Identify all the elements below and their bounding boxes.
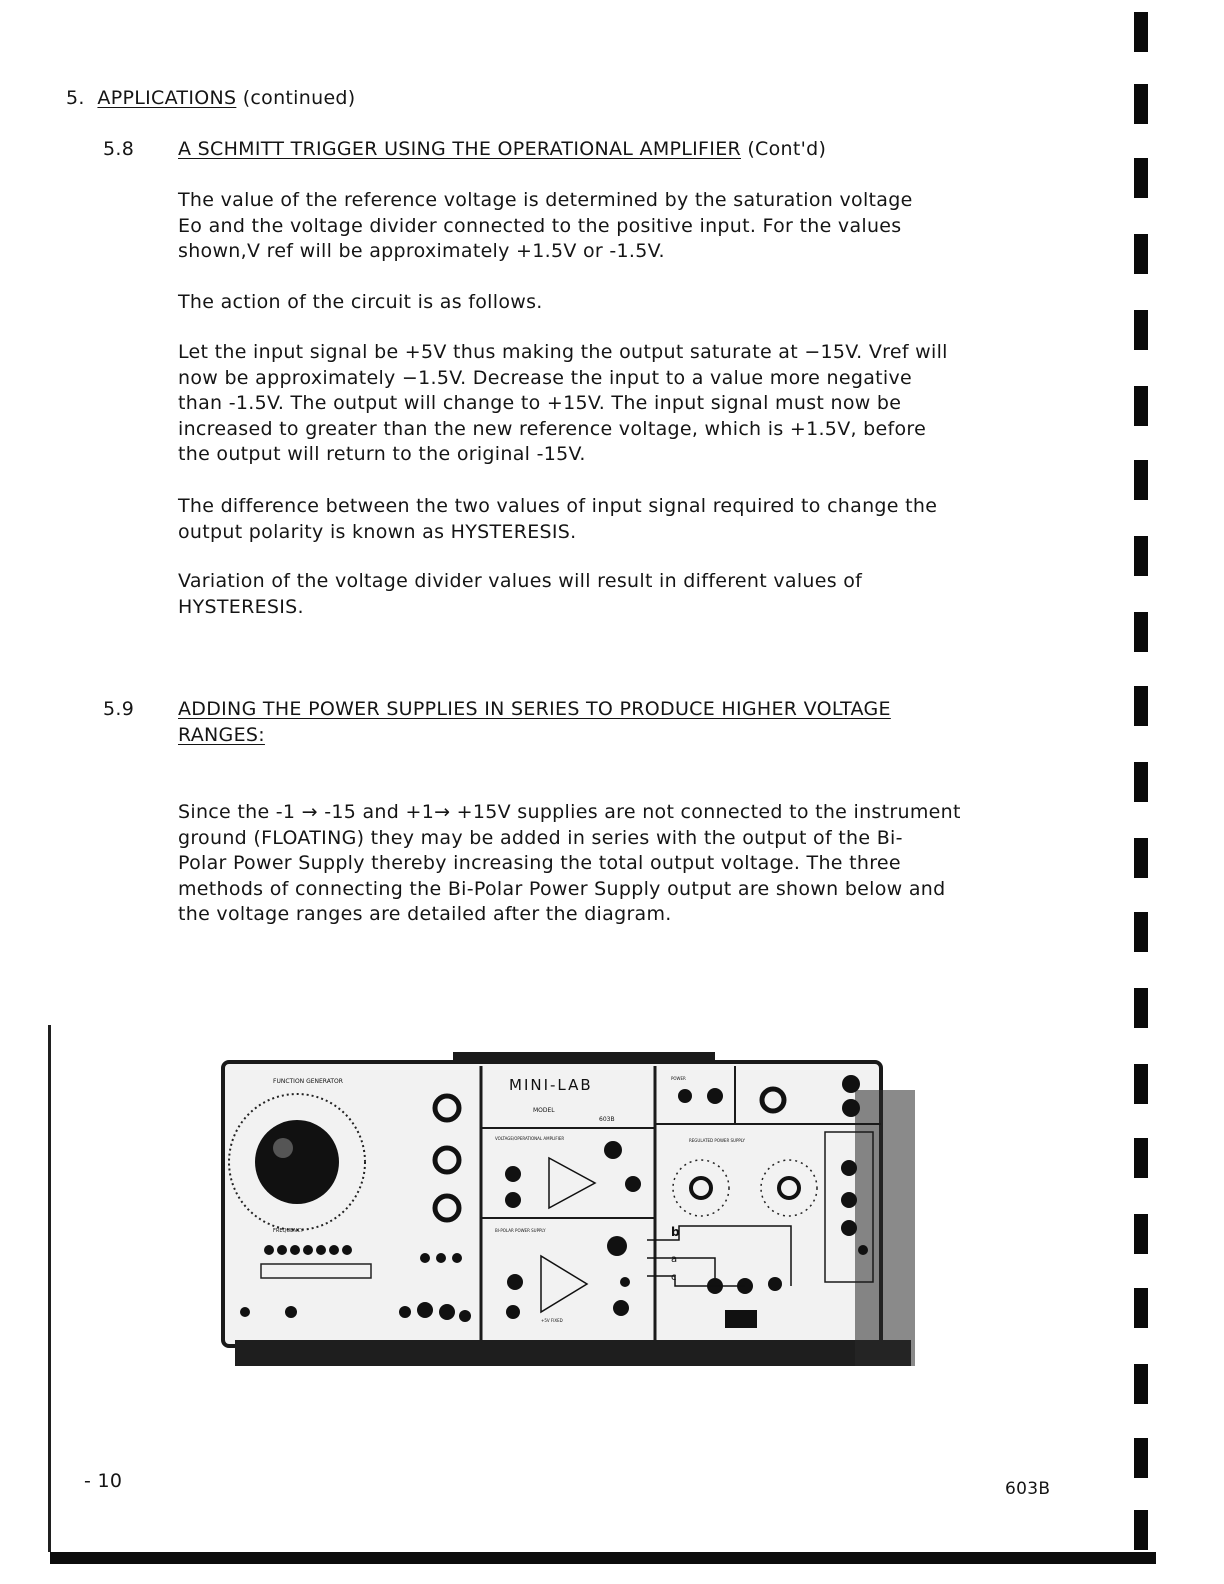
binding-mark <box>1134 838 1148 878</box>
section-header <box>66 86 356 112</box>
binding-mark <box>1134 912 1148 952</box>
text-line: Polar Power Supply thereby increasing the total output voltage. The three <box>178 852 901 875</box>
binding-mark <box>1134 234 1148 274</box>
case-base <box>235 1340 911 1366</box>
binding-mark <box>1134 310 1148 350</box>
binding-mark <box>1134 1510 1148 1550</box>
section-title: APPLICATIONS <box>97 87 237 109</box>
subsection-heading <box>178 137 826 163</box>
footer-model: 603B <box>1005 1479 1051 1499</box>
text-line: ground (FLOATING) they may be added in series with the output of the Bi- <box>178 826 903 849</box>
bottom-scan-edge <box>50 1552 1156 1564</box>
text-line: shown,V ref will be approximately +1.5V or -1.5V. <box>178 240 665 263</box>
text-line: The difference between the two values of input signal required to change the <box>178 495 938 517</box>
fg-frequency-label: FREQUENCY <box>273 1228 304 1234</box>
binding-mark <box>1134 1214 1148 1254</box>
text-line: HYSTERESIS. <box>178 595 304 618</box>
label-c: c <box>671 1272 677 1283</box>
text-line: Eo and the voltage divider connected to the positive input. For the values <box>178 214 902 237</box>
binding-mark <box>1134 1138 1148 1178</box>
subsection-number: 5.9 <box>103 698 135 720</box>
paragraph <box>178 569 862 620</box>
binding-mark <box>1134 988 1148 1028</box>
text-line: The action of the circuit is as follows. <box>178 291 543 313</box>
power-jack <box>842 1099 860 1117</box>
binding-mark <box>1134 1064 1148 1104</box>
binding-mark <box>1134 386 1148 426</box>
text-line: the output will return to the original -15V. <box>178 443 586 466</box>
model-label: MODEL <box>533 1107 555 1114</box>
power-jack <box>842 1075 860 1093</box>
subsection-heading <box>178 697 891 748</box>
binding-mark <box>1134 686 1148 726</box>
paragraph <box>178 340 948 468</box>
fg-title: FUNCTION GENERATOR <box>273 1078 343 1085</box>
regulated-label: REGULATED POWER SUPPLY <box>689 1138 745 1143</box>
subsection-title: A SCHMITT TRIGGER USING THE OPERATIONAL AMPLIFIER <box>178 138 741 160</box>
paragraph <box>178 290 543 316</box>
text-line: the voltage ranges are detailed after the diagram. <box>178 903 672 926</box>
section-suffix: (continued) <box>242 87 356 109</box>
text-line: methods of connecting the Bi-Polar Power Supply output are shown below and <box>178 877 946 900</box>
text-line: than -1.5V. The output will change to +15V. The input signal must now be <box>178 392 902 415</box>
fg-jack <box>285 1306 297 1318</box>
text-line: now be approximately −1.5V. Decrease the input to a value more negative <box>178 366 913 389</box>
brand-title: MINI-LAB <box>509 1076 593 1094</box>
text-line: The value of the reference voltage is determined by the saturation voltage <box>178 189 913 211</box>
subsection-number: 5.8 <box>103 138 135 160</box>
label-b: b <box>671 1225 680 1239</box>
fixed-label: +5V FIXED <box>541 1318 563 1323</box>
subsection-title-line: RANGES: <box>178 723 265 746</box>
left-margin-rule <box>48 1025 51 1552</box>
binding-mark <box>1134 612 1148 652</box>
frequency-knob <box>255 1120 339 1204</box>
text-line: Variation of the voltage divider values will result in different values of <box>178 570 863 592</box>
binding-mark <box>1134 536 1148 576</box>
binding-mark <box>1134 12 1148 52</box>
subsection-title-line: ADDING THE POWER SUPPLIES IN SERIES TO PRODUCE HIGHER VOLTAGE <box>178 698 891 720</box>
power-switch <box>707 1088 723 1104</box>
paragraph <box>178 188 913 265</box>
terminal-block <box>725 1310 757 1328</box>
binding-mark <box>1134 158 1148 198</box>
text-line: increased to greater than the new reference voltage, which is +1.5V, before <box>178 417 927 440</box>
text-line: output polarity is known as HYSTERESIS. <box>178 520 577 543</box>
binding-mark <box>1134 1364 1148 1404</box>
power-label: POWER <box>671 1076 686 1081</box>
paragraph <box>178 494 937 545</box>
fg-jack <box>399 1306 411 1318</box>
case-handle <box>453 1052 715 1060</box>
mini-lab-panel-photo <box>215 1050 915 1372</box>
text-line: Let the input signal be +5V thus making the output saturate at −15V. Vref will <box>178 341 948 363</box>
binding-mark <box>1134 1288 1148 1328</box>
fg-jack <box>240 1307 250 1317</box>
binding-mark <box>1134 1438 1148 1478</box>
model-number: 603B <box>599 1116 615 1123</box>
frequency-knob-highlight <box>273 1138 293 1158</box>
label-a: a <box>671 1254 678 1265</box>
binding-mark <box>1134 460 1148 500</box>
binding-mark <box>1134 84 1148 124</box>
bipolar-label: BI-POLAR POWER SUPPLY <box>495 1228 546 1233</box>
text-line: Since the -1 → -15 and +1→ +15V supplies are not connected to the instrument <box>178 801 961 823</box>
opamp-label: VOLTAGE/OPERATIONAL AMPLIFIER <box>495 1136 565 1141</box>
section-number: 5. <box>66 87 85 109</box>
paragraph <box>178 800 961 928</box>
binding-mark <box>1134 762 1148 802</box>
subsection-suffix: (Cont'd) <box>747 138 827 160</box>
page-number: - 10 <box>84 1470 123 1492</box>
power-lamp <box>678 1089 692 1103</box>
